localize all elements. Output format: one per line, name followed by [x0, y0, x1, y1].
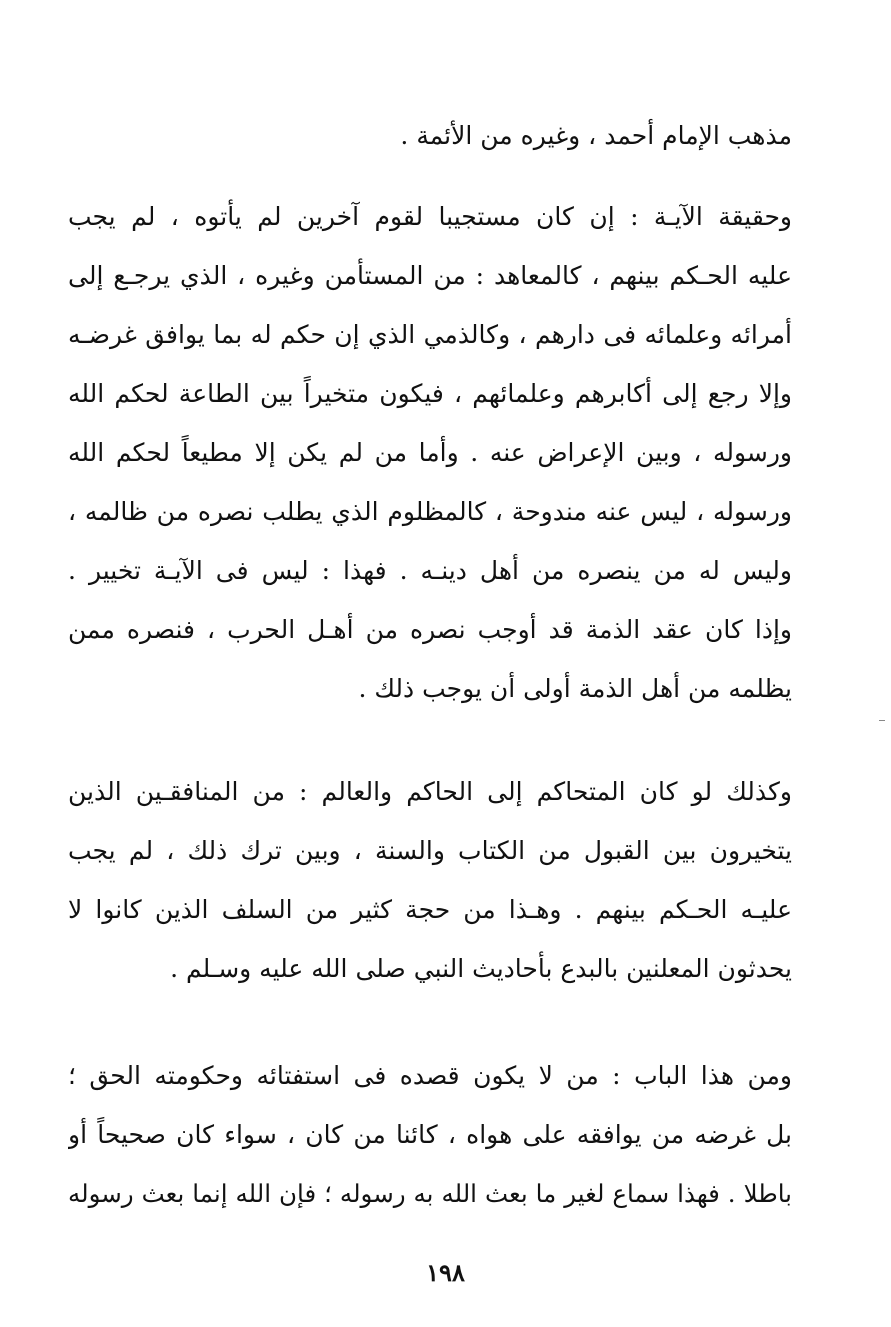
text-line: ومن هذا الباب : من لا يكون قصده فى استفتائه وحكومته الحق ؛	[68, 1061, 792, 1090]
text-line: يتخيرون بين القبول من الكتاب والسنة ، وبين ترك ذلك ، لم يجب	[68, 836, 792, 865]
text-line: باطلا . فهذا سماع لغير ما بعث الله به رسوله ؛ فإن الله إنما بعث رسوله	[68, 1179, 792, 1208]
paragraph-3	[68, 762, 792, 998]
margin-mark	[879, 720, 885, 721]
text-line: وإلا رجع إلى أكابرهم وعلمائهم ، فيكون متخيراً بين الطاعة لحكم الله	[68, 379, 792, 408]
text-line: وكذلك لو كان المتحاكم إلى الحاكم والعالم : من المنافقـين الذين	[68, 777, 792, 806]
page-number: ١٩٨	[426, 1258, 465, 1287]
text-line: ورسوله ، وبين الإعراض عنه . وأما من لم يكن إلا مطيعاً لحكم الله	[68, 438, 792, 467]
text-line: وإذا كان عقد الذمة قد أوجب نصره من أهـل الحرب ، فنصره ممن	[68, 615, 792, 644]
text-line: يحدثون المعلنين بالبدع بأحاديث النبي صلى الله عليه وسـلم .	[170, 954, 792, 983]
text-line: أمرائه وعلمائه فى دارهم ، وكالذمي الذي إن حكم له بما يوافق غرضـه	[68, 320, 792, 349]
text-line: عليـه الحـكم بينهم . وهـذا من حجة كثير من السلف الذين كانوا لا	[68, 895, 792, 924]
paragraph-4	[68, 1046, 792, 1223]
text-line: ورسوله ، ليس عنه مندوحة ، كالمظلوم الذي يطلب نصره من ظالمه ،	[68, 497, 792, 526]
text-line: وليس له من ينصره من أهل دينـه . فهذا : ليس فى الآيـة تخيير .	[68, 556, 792, 585]
paragraph-1	[68, 106, 792, 165]
text-line: يظلمه من أهل الذمة أولى أن يوجب ذلك .	[358, 674, 792, 703]
text-line: بل غرضه من يوافقه على هواه ، كائنا من كان ، سواء كان صحيحاً أو	[68, 1120, 792, 1149]
text-line: مذهب الإمام أحمد ، وغيره من الأئمة .	[400, 121, 792, 150]
paragraph-2	[68, 187, 792, 718]
text-line: عليه الحـكم بينهم ، كالمعاهد : من المستأمن وغيره ، الذي يرجـع إلى	[68, 261, 792, 290]
text-line: وحقيقة الآيـة : إن كان مستجيبا لقوم آخرين لم يأتوه ، لم يجب	[68, 202, 792, 231]
